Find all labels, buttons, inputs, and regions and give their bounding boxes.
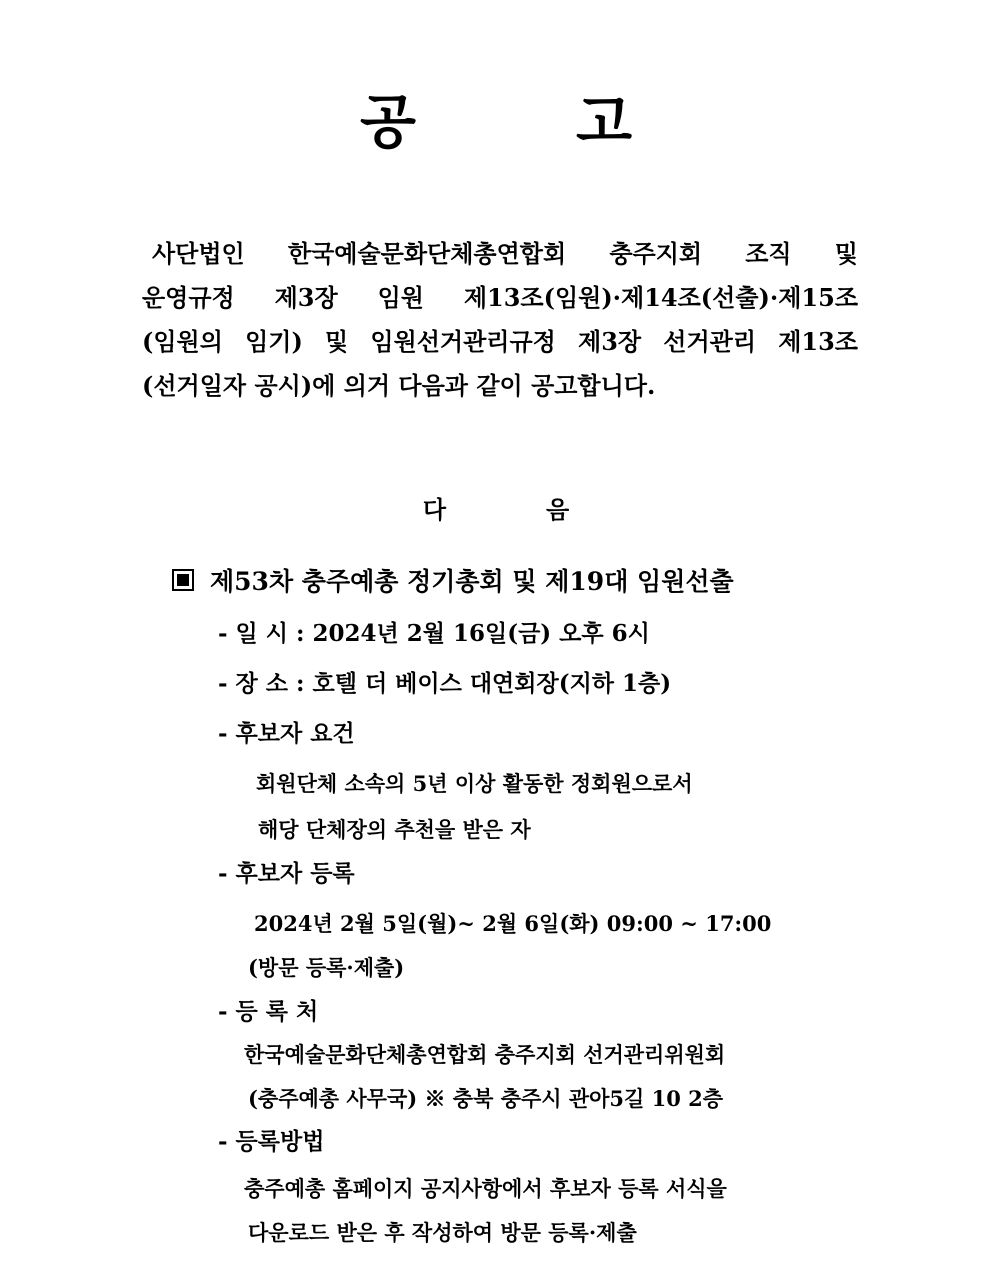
- title-char-left: 공: [359, 88, 416, 156]
- intro-line: 운영규정 제3장 임원 제13조(임원)·제14조(선출)·제15조: [142, 283, 858, 312]
- intro-line: (임원의 임기) 및 임원선거관리규정 제3장 선거관리 제13조: [142, 327, 858, 356]
- registration-line: (방문 등록·제출): [248, 955, 405, 980]
- section-heading: [172, 562, 734, 602]
- item-office-label: - 등 록 처: [218, 998, 319, 1025]
- intro-line: 사단법인 한국예술문화단체총연합회 충주지회 조직 및: [152, 239, 858, 268]
- section-heading-text: 제53차 충주예총 정기총회 및 제19대 임원선출: [210, 567, 734, 596]
- title-char-right: 고: [576, 88, 633, 156]
- requirements-line: 해당 단체장의 추천을 받은 자: [258, 817, 531, 842]
- filled-square-icon: [172, 569, 194, 591]
- item-requirements-label: - 후보자 요건: [218, 720, 355, 747]
- method-line: 충주예총 홈페이지 공지사항에서 후보자 등록 서식을: [244, 1176, 727, 1201]
- intro-paragraph: [142, 232, 858, 408]
- method-line: 다운로드 받은 후 작성하여 방문 등록·제출: [248, 1220, 637, 1245]
- office-line: 한국예술문화단체총연합회 충주지회 선거관리위원회: [244, 1042, 726, 1067]
- item-datetime: - 일 시 : 2024년 2월 16일(금) 오후 6시: [218, 620, 650, 647]
- sub-heading: [0, 492, 992, 528]
- requirements-line: 회원단체 소속의 5년 이상 활동한 정회원으로서: [256, 771, 693, 796]
- item-place: - 장 소 : 호텔 더 베이스 대연회장(지하 1층): [218, 670, 672, 697]
- item-registration-label: - 후보자 등록: [218, 860, 355, 887]
- page-title: [0, 82, 992, 162]
- item-method-label: - 등록방법: [218, 1128, 325, 1155]
- sub-heading-char-left: 다: [422, 495, 446, 524]
- office-line: (충주예총 사무국) ※ 충북 충주시 관아5길 10 2층: [248, 1086, 724, 1111]
- intro-line: (선거일자 공시)에 의거 다음과 같이 공고합니다.: [142, 371, 656, 400]
- registration-line: 2024년 2월 5일(월)~ 2월 6일(화) 09:00 ~ 17:00: [254, 911, 772, 936]
- sub-heading-char-right: 음: [546, 495, 570, 524]
